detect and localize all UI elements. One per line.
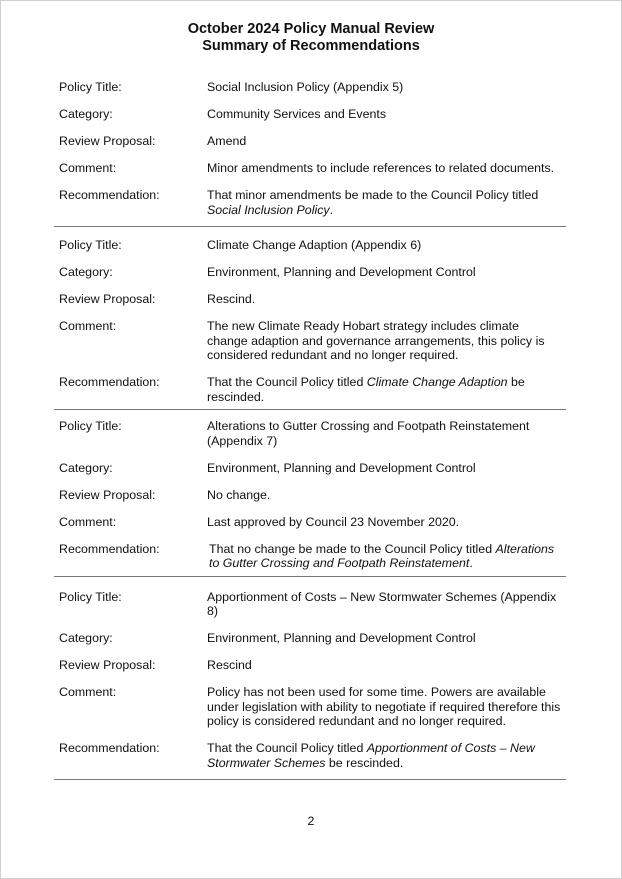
page-number: 2 xyxy=(307,814,315,828)
category-row xyxy=(54,461,566,476)
review-proposal-row xyxy=(54,658,566,673)
category-label: Category: xyxy=(59,107,113,121)
comment-label: Comment: xyxy=(59,685,117,699)
recommendation-policy-name: Alterations to Gutter Crossing and Footpath Reinstatement xyxy=(209,541,555,570)
recommendation-suffix: be rescinded. xyxy=(207,375,525,404)
recommendations-list xyxy=(54,76,566,780)
policy-title-label: Policy Title: xyxy=(59,419,122,433)
category-label: Category: xyxy=(59,631,113,645)
comment-label: Comment: xyxy=(59,514,117,529)
review-proposal-row xyxy=(54,134,566,149)
comment-row xyxy=(54,161,566,176)
recommendation-row xyxy=(54,188,566,217)
recommendation-label: Recommendation: xyxy=(59,741,160,755)
policy-title-value: Alterations to Gutter Crossing and Footpath Reinstatement (Appendix 7) xyxy=(207,419,530,448)
recommendation-text: That the Council Policy titled xyxy=(207,741,367,755)
recommendation-suffix: . xyxy=(329,202,334,217)
category-row xyxy=(54,107,566,122)
policy-section xyxy=(54,76,566,227)
category-value: Environment, Planning and Development Control xyxy=(207,631,476,645)
recommendation-row xyxy=(54,375,566,404)
recommendation-policy-name: Apportionment of Costs – New Stormwater Schemes xyxy=(207,741,535,770)
recommendation-label: Recommendation: xyxy=(59,188,160,202)
policy-section xyxy=(54,227,566,410)
category-row xyxy=(54,265,566,280)
category-value: Environment, Planning and Development Control xyxy=(207,460,476,475)
review-proposal-value: No change. xyxy=(207,487,271,502)
recommendation-text: That the Council Policy titled xyxy=(207,375,367,389)
recommendation-policy-name: Climate Change Adaption xyxy=(366,375,508,389)
review-proposal-label: Review Proposal: xyxy=(59,658,156,672)
policy-title-label: Policy Title: xyxy=(59,238,122,252)
comment-value: The new Climate Ready Hobart strategy includes climate change adaption and governance arrangements, this policy is considered redundant and no longer required. xyxy=(207,319,545,362)
policy-section xyxy=(54,410,566,577)
recommendation-text: That no change be made to the Council Policy titled xyxy=(209,541,496,556)
review-proposal-label: Review Proposal: xyxy=(59,292,156,306)
comment-value: Minor amendments to include references to related documents. xyxy=(207,161,555,175)
comment-row xyxy=(54,515,566,530)
policy-title-row xyxy=(54,233,566,253)
policy-title-row xyxy=(54,80,566,95)
policy-title-value: Climate Change Adaption (Appendix 6) xyxy=(207,238,422,252)
recommendation-row xyxy=(54,542,566,571)
category-row xyxy=(54,631,566,646)
review-proposal-label: Review Proposal: xyxy=(59,134,156,148)
comment-row xyxy=(54,319,566,363)
comment-value: Policy has not been used for some time. Powers are available under legislation with ability to negotiate if required therefore this policy is considered redundant and no longer required. xyxy=(207,685,561,728)
policy-title-label: Policy Title: xyxy=(59,80,122,94)
recommendation-suffix: . xyxy=(469,556,473,570)
category-label: Category: xyxy=(59,265,113,279)
recommendation-row xyxy=(54,741,566,770)
recommendation-value xyxy=(207,741,566,770)
page-title xyxy=(0,21,622,55)
recommendation-label: Recommendation: xyxy=(59,541,160,556)
policy-title-label: Policy Title: xyxy=(59,589,122,604)
recommendation-value xyxy=(207,542,566,571)
policy-section xyxy=(54,577,566,781)
title-line-1: October 2024 Policy Manual Review xyxy=(187,21,435,37)
comment-label: Comment: xyxy=(59,319,117,333)
category-value: Community Services and Events xyxy=(207,107,387,121)
recommendation-text: That minor amendments be made to the Council Policy titled xyxy=(207,188,539,202)
policy-title-row xyxy=(54,585,566,619)
review-proposal-value: Amend xyxy=(207,134,247,148)
recommendation-value xyxy=(207,188,566,217)
title-line-2: Summary of Recommendations xyxy=(202,38,420,54)
policy-title-value: Apportionment of Costs – New Stormwater Schemes (Appendix 8) xyxy=(207,589,557,618)
comment-label: Comment: xyxy=(59,161,117,175)
policy-title-value: Social Inclusion Policy (Appendix 5) xyxy=(207,80,404,94)
recommendation-label: Recommendation: xyxy=(59,375,160,389)
review-proposal-value: Rescind. xyxy=(207,292,256,306)
review-proposal-row xyxy=(54,292,566,307)
recommendation-suffix: be rescinded. xyxy=(325,755,404,770)
recommendation-policy-name: Social Inclusion Policy xyxy=(207,202,330,217)
category-label: Category: xyxy=(59,460,113,475)
review-proposal-label: Review Proposal: xyxy=(59,487,156,502)
review-proposal-value: Rescind xyxy=(207,658,252,672)
comment-value: Last approved by Council 23 November 2020. xyxy=(207,514,460,529)
comment-row xyxy=(54,685,566,729)
policy-title-row xyxy=(54,414,566,448)
review-proposal-row xyxy=(54,488,566,503)
recommendation-value xyxy=(207,375,566,404)
category-value: Environment, Planning and Development Control xyxy=(207,265,476,279)
